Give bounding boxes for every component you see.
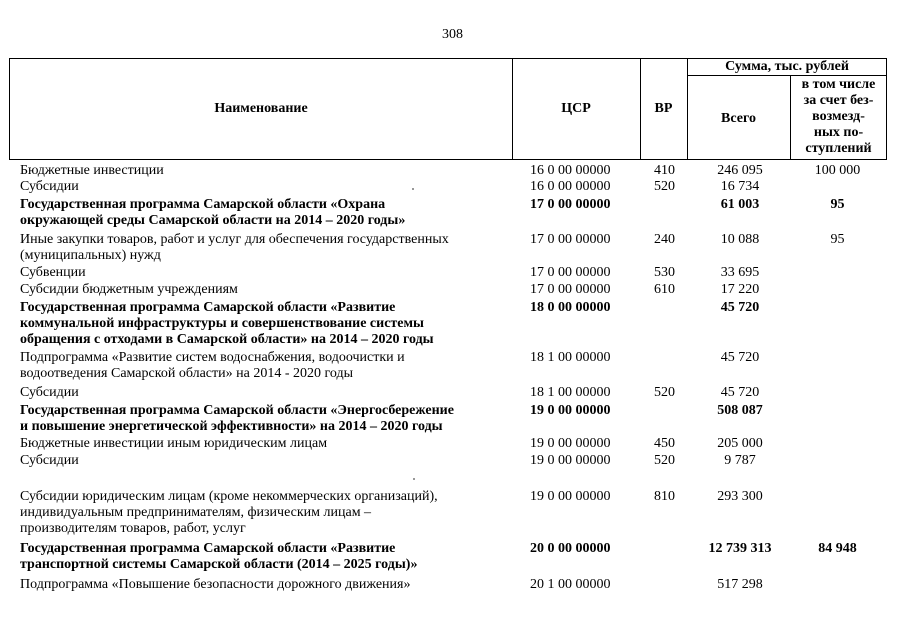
header-vr: ВР (654, 101, 673, 116)
row-name-line: Государственная программа Самарской области «Развитие (20, 541, 396, 556)
row-name-line: и повышение энергетической эффективности» на 2014 – 2020 годы (20, 419, 443, 434)
row-name-line: Субсидии бюджетным учреждениям (20, 282, 238, 297)
row-vr: 240 (654, 232, 675, 247)
row-free: 95 (830, 232, 845, 247)
row-free: 95 (830, 197, 845, 212)
row-name-line: Подпрограмма «Повышение безопасности дорожного движения» (20, 577, 411, 592)
row-total: 517 298 (717, 577, 763, 592)
row-total: 61 003 (720, 197, 760, 212)
row-name (20, 300, 510, 348)
row-csr: 19 0 00 00000 (530, 436, 611, 451)
row-name-line: Бюджетные инвестиции (20, 163, 164, 178)
row-name (20, 489, 510, 537)
row-csr: 16 0 00 00000 (530, 179, 611, 194)
row-total: 45 720 (720, 300, 760, 315)
row-csr: 18 1 00 00000 (530, 350, 611, 365)
header-name: Наименование (214, 101, 308, 116)
row-csr: 17 0 00 00000 (530, 282, 611, 297)
row-name (20, 453, 510, 469)
row-name (20, 282, 510, 298)
row-vr: 520 (654, 453, 675, 468)
row-name (20, 385, 510, 401)
row-name-line: производителям товаров, работ, услуг (20, 521, 246, 536)
row-total: 508 087 (717, 403, 763, 418)
row-total: 9 787 (724, 453, 756, 468)
row-name (20, 163, 510, 179)
row-total: 205 000 (717, 436, 763, 451)
row-total: 17 220 (720, 282, 760, 297)
row-total: 45 720 (720, 385, 760, 400)
row-csr: 19 0 00 00000 (530, 403, 611, 418)
row-csr: 18 0 00 00000 (530, 300, 611, 315)
row-name-line: Подпрограмма «Развитие систем водоснабжения, водоочистки и (20, 350, 405, 365)
row-vr: 610 (654, 282, 675, 297)
row-name-line: Иные закупки товаров, работ и услуг для обеспечения государственных (20, 232, 449, 247)
row-vr: 520 (654, 179, 675, 194)
row-name-line: Государственная программа Самарской области «Энергосбережение (20, 403, 454, 418)
row-name-line: Субвенции (20, 265, 86, 280)
row-csr: 19 0 00 00000 (530, 489, 611, 504)
row-name-line: коммунальной инфраструктуры и совершенствование системы (20, 316, 424, 331)
row-name-line: индивидуальным предпринимателям, физическим лицам – (20, 505, 372, 520)
row-vr: 530 (654, 265, 675, 280)
row-name-line: Государственная программа Самарской области «Охрана (20, 197, 386, 212)
row-csr: 20 0 00 00000 (530, 541, 611, 556)
row-total: 246 095 (717, 163, 763, 178)
header-incl-free: в том числе за счет без- возмезд- ных по- ступлений (801, 77, 876, 156)
row-name-line: обращения с отходами в Самарской области» на 2014 – 2020 годы (20, 332, 434, 347)
row-name (20, 541, 510, 573)
header-csr: ЦСР (561, 101, 591, 116)
row-name-line: (муниципальных) нужд (20, 248, 161, 263)
header-sum-group: Сумма, тыс. рублей (725, 59, 849, 74)
row-total: 33 695 (720, 265, 760, 280)
row-name (20, 350, 510, 382)
row-total: 45 720 (720, 350, 760, 365)
row-name-line: водоотведения Самарской области» на 2014 - 2020 годы (20, 366, 353, 381)
row-total: 16 734 (720, 179, 760, 194)
row-name (20, 403, 510, 435)
row-csr: 18 1 00 00000 (530, 385, 611, 400)
row-total: 12 739 313 (708, 541, 772, 556)
row-vr: 450 (654, 436, 675, 451)
row-name (20, 436, 510, 452)
row-name-line: транспортной системы Самарской области (2014 – 2025 годы)» (20, 557, 418, 572)
row-name-line: Субсидии (20, 179, 79, 194)
row-csr: 17 0 00 00000 (530, 232, 611, 247)
header-total: Всего (721, 111, 756, 126)
row-csr: 16 0 00 00000 (530, 163, 611, 178)
row-name-line: окружающей среды Самарской области на 2014 – 2020 годы» (20, 213, 406, 228)
row-name (20, 577, 510, 593)
row-name (20, 197, 510, 229)
row-csr: 19 0 00 00000 (530, 453, 611, 468)
row-name-line: Субсидии юридическим лицам (кроме некоммерческих организаций), (20, 489, 438, 504)
row-free: 84 948 (818, 541, 857, 556)
row-vr: 410 (654, 163, 675, 178)
row-name-line: Бюджетные инвестиции иным юридическим лицам (20, 436, 328, 451)
page-number: 308 (442, 27, 463, 42)
row-total: 10 088 (720, 232, 760, 247)
row-csr: 17 0 00 00000 (530, 265, 611, 280)
row-vr: 520 (654, 385, 675, 400)
row-csr: 17 0 00 00000 (530, 197, 611, 212)
row-name (20, 179, 510, 195)
row-name (20, 265, 510, 281)
table-header (10, 58, 887, 160)
row-name-line: Субсидии (20, 453, 79, 468)
row-name-line: Субсидии (20, 385, 79, 400)
row-total: 293 300 (717, 489, 763, 504)
row-name (20, 232, 510, 264)
row-name-line: Государственная программа Самарской области «Развитие (20, 300, 396, 315)
row-csr: 20 1 00 00000 (530, 577, 611, 592)
row-free: 100 000 (814, 163, 861, 178)
row-vr: 810 (654, 489, 675, 504)
